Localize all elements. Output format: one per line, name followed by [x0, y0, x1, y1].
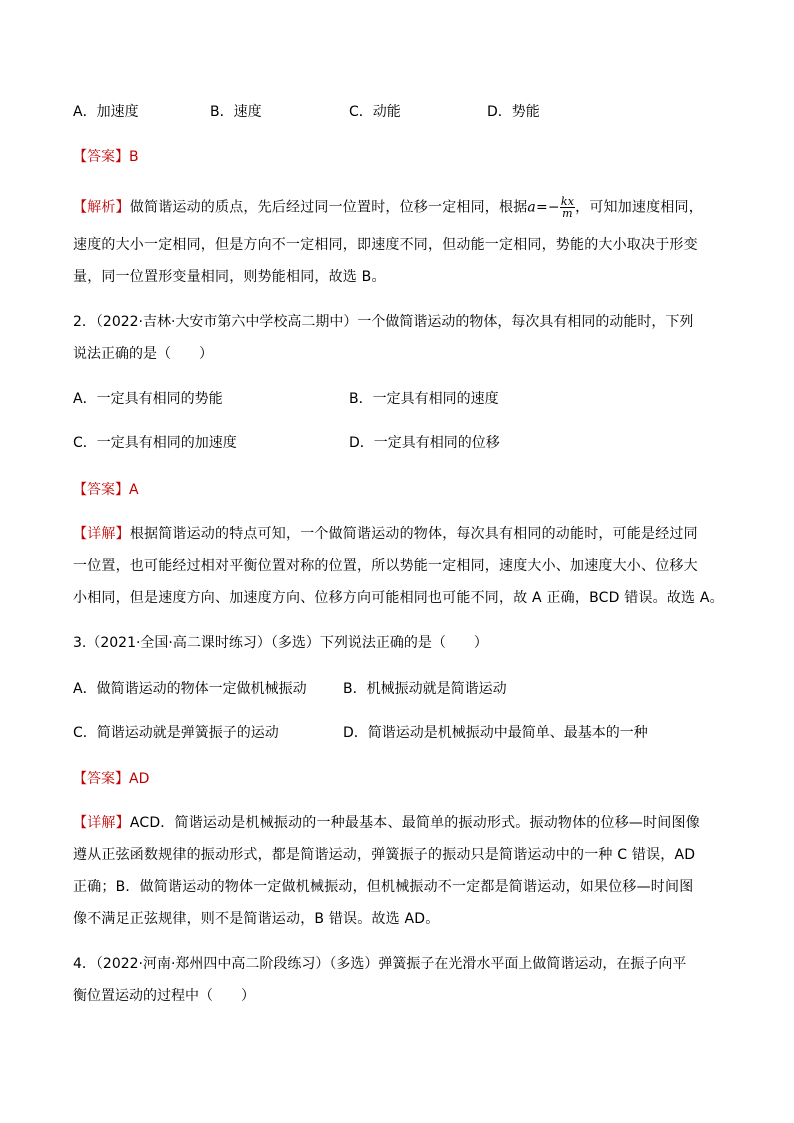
q1-answer [73, 146, 139, 166]
q3-option-c: C．简谐运动就是弹簧振子的运动 [73, 725, 279, 741]
q4-stem-line2: 衡位置运动的过程中（ ） [73, 988, 255, 1004]
q3-option-d: D．简谐运动是机械振动中最简单、最基本的一种 [343, 725, 648, 741]
q2-stem-line2: 说法正确的是（ ） [73, 346, 213, 362]
q1-option-a: A．加速度 [73, 104, 139, 120]
q3-option-a: A．做简谐运动的物体一定做机械振动 [73, 681, 307, 697]
detail-label: 【详解】 [73, 815, 130, 831]
q2-detail-line3: 小相同，但是速度方向、加速度方向、位移方向可能相同也可能不同，故 A 正确，BCD 错误。故选 A。 [73, 590, 724, 606]
answer-label: 【答案】 [73, 482, 129, 498]
detail-label: 【详解】 [73, 526, 130, 542]
q1-analysis-line3: 量，同一位置形变量相同，则势能相同，故选 B。 [73, 269, 386, 285]
q2-stem-line1: 2．（2022·吉林·大安市第六中学校高二期中）一个做简谐运动的物体，每次具有相同的动能时，下列 [73, 314, 694, 330]
answer-value: AD [129, 771, 150, 787]
analysis-text-post: ，可知加速度相同， [575, 199, 703, 216]
q1-analysis-line1 [73, 196, 703, 219]
answer-value: B [129, 149, 139, 165]
q3-stem: 3.（2021·全国·高二课时练习）（多选）下列说法正确的是（ ） [73, 635, 488, 651]
q2-option-a: A．一定具有相同的势能 [73, 391, 223, 407]
formula-eq: =− [535, 199, 560, 216]
formula-fraction [560, 196, 575, 219]
formula-numerator: kx [560, 195, 575, 208]
q2-option-b: B．一定具有相同的速度 [349, 391, 499, 407]
q1-option-c: C．动能 [349, 104, 401, 120]
analysis-text: 做简谐运动的质点，先后经过同一位置时，位移一定相同，根据 [129, 199, 528, 216]
q2-detail-line1 [73, 523, 698, 543]
q2-option-c: C．一定具有相同的加速度 [73, 435, 237, 451]
q3-detail-line4: 像不满足正弦规律，则不是简谐运动，B 错误。故选 AD。 [73, 911, 440, 927]
q1-option-d: D．势能 [487, 104, 540, 120]
q3-answer [73, 768, 149, 788]
analysis-label: 【解析】 [73, 199, 130, 216]
answer-label: 【答案】 [73, 149, 129, 165]
answer-value: A [129, 482, 139, 498]
q3-detail-line1 [73, 812, 700, 832]
q1-option-b: B．速度 [210, 104, 262, 120]
q2-option-d: D．一定具有相同的位移 [349, 435, 500, 451]
detail-text: ACD．简谐运动是机械振动的一种最基本、最简单的振动形式。振动物体的位移—时间图像 [129, 815, 700, 831]
q4-stem-line1: 4．（2022·河南·郑州四中高二阶段练习）（多选）弹簧振子在光滑水平面上做简谐运动，在振子向平 [73, 956, 687, 972]
q3-detail-line3: 正确；B．做简谐运动的物体一定做机械振动，但机械振动不一定都是简谐运动，如果位移—时间图 [73, 879, 694, 895]
q1-analysis-line2: 速度的大小一定相同，但是方向不一定相同，即速度不同，但动能一定相同，势能的大小取决于形变 [73, 237, 698, 253]
formula-lhs: a [527, 199, 536, 216]
q2-detail-line2: 一位置，也可能经过相对平衡位置对称的位置，所以势能一定相同，速度大小、加速度大小、位移大 [73, 558, 698, 574]
q2-answer [73, 479, 139, 499]
detail-text: 根据简谐运动的特点可知，一个做简谐运动的物体，每次具有相同的动能时，可能是经过同 [129, 526, 698, 542]
q3-option-b: B．机械振动就是简谐运动 [343, 681, 507, 697]
answer-label: 【答案】 [73, 771, 129, 787]
formula-denominator: m [562, 207, 573, 220]
q3-detail-line2: 遵从正弦函数规律的振动形式，都是简谐运动，弹簧振子的振动只是简谐运动中的一种 C 错误，AD [73, 847, 696, 863]
